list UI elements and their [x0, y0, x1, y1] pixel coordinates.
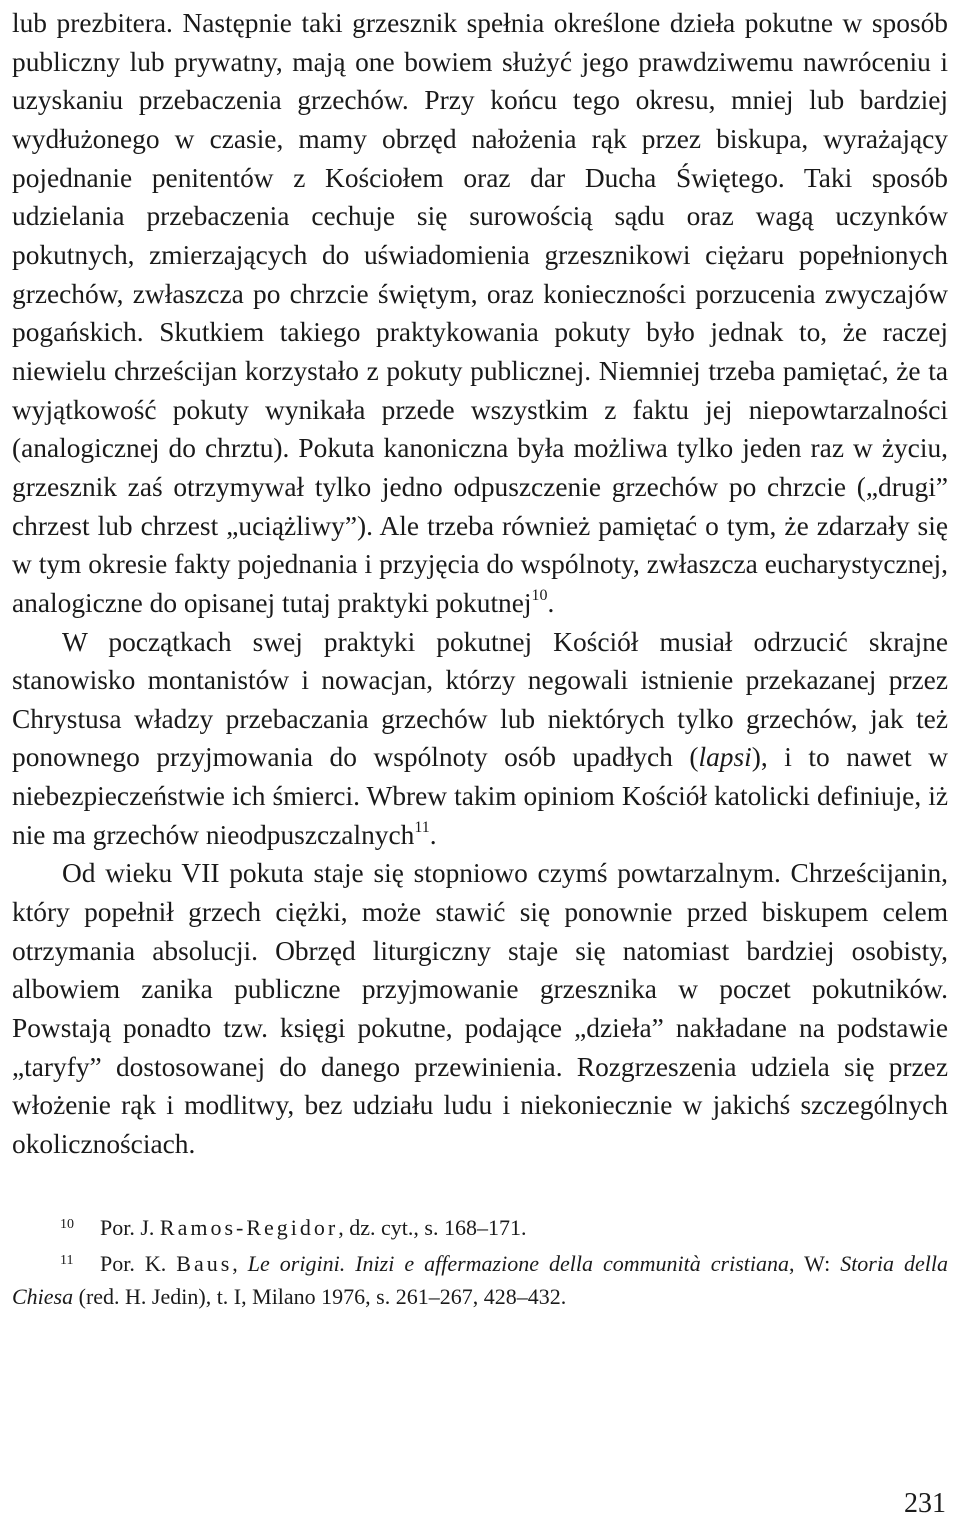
footnote-11-author: Baus: [176, 1250, 233, 1276]
footnote-ref-11: 11: [414, 818, 430, 836]
footnote-11-series: Storia della Chiesa: [12, 1250, 948, 1309]
footnote-11-number: 11: [60, 1252, 74, 1268]
footnote-11-rest: (red. H. Jedin), t. I, Milano 1976, s. 261–267, 428–432.: [73, 1283, 567, 1309]
footnote-11: [12, 1244, 948, 1313]
footnote-10: [12, 1208, 948, 1244]
footnote-ref-10: 10: [531, 586, 548, 604]
footnote-11-prefix: Por. K.: [100, 1250, 177, 1276]
footnote-10-prefix: Por. J.: [100, 1214, 160, 1240]
page-number: 231: [904, 1488, 946, 1519]
body-text: [12, 4, 948, 1164]
paragraph-2-end: .: [429, 819, 437, 850]
footnote-10-number: 10: [60, 1216, 74, 1232]
footnote-11-title: Le origini. Inizi e affermazione della communità cristiana: [247, 1250, 789, 1276]
paragraph-2-text-b: ), i to nawet w niebezpieczeństwie ich śmierci. Wbrew takim opiniom Kościół katolicki definiuje, iż nie ma grzechów nieodpuszczalnych: [12, 742, 948, 850]
paragraph-1: [12, 4, 948, 623]
footnotes: [12, 1208, 948, 1313]
paragraph-1-text: lub prezbitera. Następnie taki grzesznik spełnia określone dzieła pokutne w sposób publiczny lub prywatny, mają one bowiem służyć jego prawdziwemu nawróceniu i uzyskaniu przebaczenia grzechów. Przy końcu tego okresu, mniej lub bardziej wydłużonego w czasie, mamy obrzęd nałożenia rąk przez biskupa, wyrażający pojednanie penitentów z Kościołem oraz dar Ducha Świętego. Taki sposób udzielania przebaczenia cechuje się surowością sądu oraz wagą uczynków pokutnych, zmierzających do uświadomienia grzesznikowi ciężaru popełnionych grzechów, zwłaszcza po chrzcie świętym, oraz konieczności porzucenia zwyczajów pogańskich. Skutkiem takiego praktykowania pokuty było jednak to, że raczej niewielu chrześcijan korzystało z pokuty publicznej. Niemniej trzeba pamiętać, że ta wyjątkowość pokuty wynikała przede wszystkim z faktu jej niepowtarzalności (analogicznej do chrztu). Pokuta kanoniczna była możliwa tylko jeden raz w życiu, grzesznik zaś otrzymywał tylko jedno odpuszczenie grzechów po chrzcie („drugi” chrzest lub chrzest „uciążliwy”). Ale trzeba również pamiętać o tym, że zdarzały się w tym okresie fakty pojednania i przyjęcia do wspólnoty, zwłaszcza eucharystycznej, analogiczne do opisanej tutaj praktyki pokutnej: [12, 8, 948, 618]
paragraph-2: [12, 623, 948, 855]
paragraph-3: [12, 854, 948, 1163]
footnote-11-mid: , W:: [789, 1250, 841, 1276]
footnote-10-author: Ramos-Regidor: [159, 1214, 339, 1240]
paragraph-3-text: Od wieku VII pokuta staje się stopniowo czymś powtarzalnym. Chrześcijanin, który popełnił grzech ciężki, może stawić się ponownie przed biskupem celem otrzymania absolucji. Obrzęd liturgiczny staje się natomiast bardziej osobisty, albowiem zanika publiczne przyjmowanie grzesznika w poczet pokutników. Powstają ponadto tzw. księgi pokutne, podające „dzieła” nakładane na podstawie „taryfy” dostosowanej do danego przewinienia. Rozgrzeszenia udziela się przez włożenie rąk i modlitwy, bez udziału ludu i niekoniecznie w jakichś szczególnych okolicznościach.: [12, 858, 948, 1160]
paragraph-2-italic: lapsi: [698, 742, 752, 773]
document-page: [12, 4, 948, 1313]
paragraph-2-text-a: W początkach swej praktyki pokutnej Kościół musiał odrzucić skrajne stanowisko montanistów i nowacjan, którzy negowali istnienie przekazanej przez Chrystusa władzy przebaczania grzechów lub niektórych tylko grzechów, jak też ponownego przyjmowania do wspólnoty osób upadłych (: [12, 626, 948, 773]
paragraph-1-end: .: [547, 587, 555, 618]
footnote-11-sep: ,: [232, 1250, 248, 1276]
footnote-10-rest: , dz. cyt., s. 168–171.: [338, 1214, 527, 1240]
